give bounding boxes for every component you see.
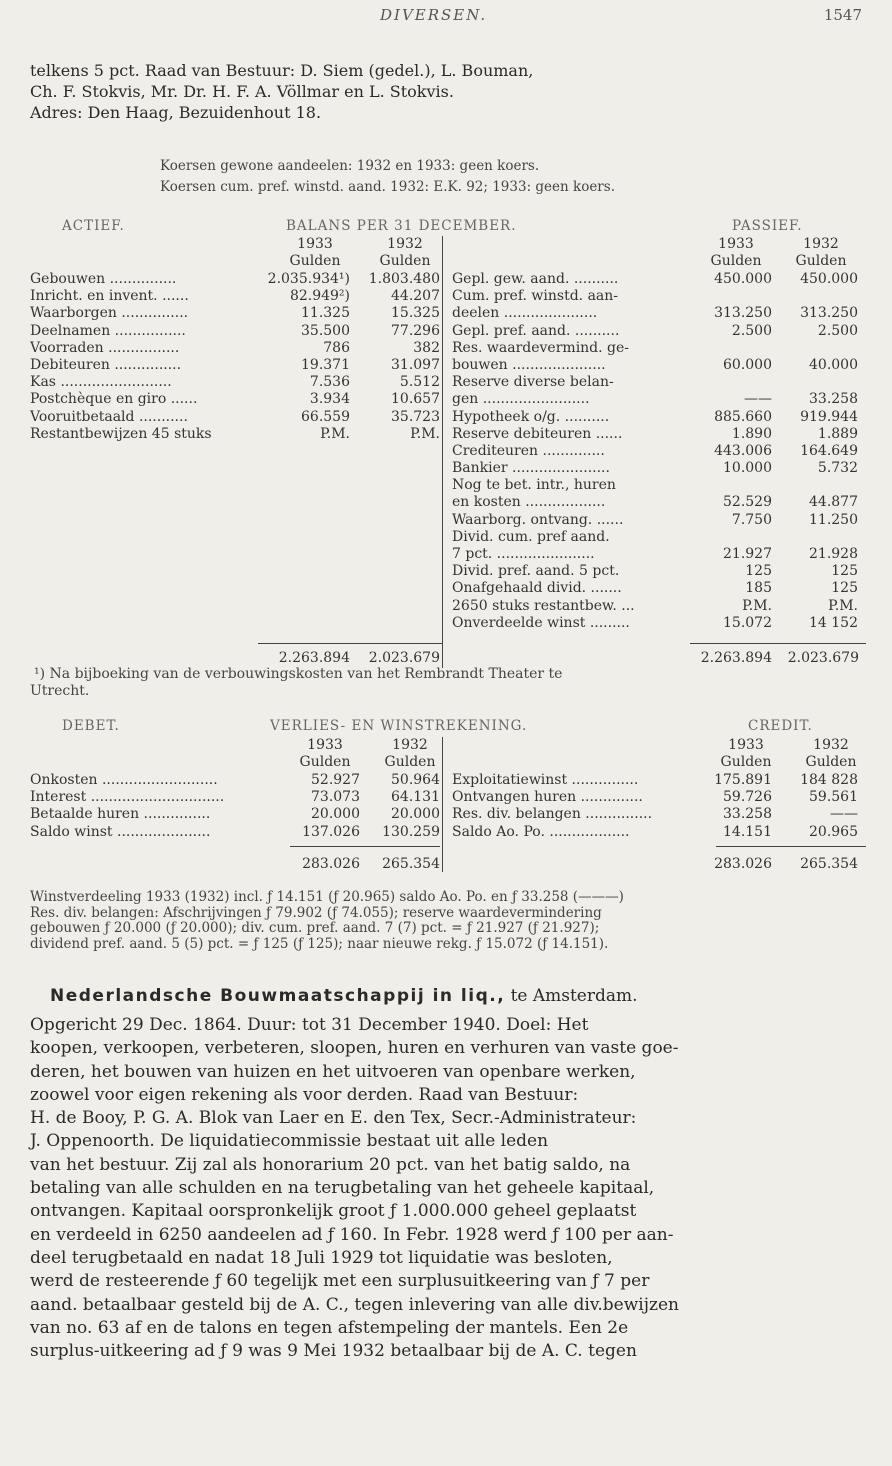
footnote-line: ¹) Na bijboeking van de verbouwingskosten van het Rembrandt Theater te (34, 666, 563, 682)
value-1933: 7.536 (309, 374, 350, 391)
page-number: 1547 (823, 6, 862, 24)
row-label: Kas ......................... (30, 374, 172, 391)
table-row (30, 772, 440, 789)
row-label: Inricht. en invent. ...... (30, 288, 189, 305)
year-header: 1933 (297, 236, 333, 252)
debet-totals (30, 856, 440, 873)
value-1933: 21.927 (723, 546, 772, 562)
vw-rule (716, 846, 866, 847)
balans-rule (258, 643, 442, 644)
unit-header: Gulden (299, 754, 351, 771)
row-label: Postchèque en giro ...... (30, 391, 198, 408)
company-text-line: koopen, verkoopen, verbeteren, sloopen, huren en verhuren van vaste goe- (30, 1038, 679, 1059)
company-text-line: betaling van alle schulden en na terugbetaling van het geheele kapitaal, (30, 1178, 655, 1199)
row-label: 7 pct. ...................... (452, 546, 595, 562)
row-label: Reserve diverse belan- (452, 374, 614, 391)
value-1932: 14 152 (809, 614, 858, 631)
value-1933: 33.258 (723, 806, 772, 823)
value-1933: 786 (323, 339, 350, 356)
table-row (452, 529, 862, 546)
row-label: Onkosten .......................... (30, 772, 218, 788)
row-label: Onafgehaald divid. ....... (452, 580, 622, 597)
value-1932: 59.561 (809, 789, 858, 806)
unit-header: Gulden (720, 754, 772, 771)
value-1932: 1.803.480 (368, 271, 440, 287)
table-row (30, 305, 440, 322)
row-label: Gebouwen ............... (30, 271, 177, 287)
year-header: 1933 (718, 236, 754, 252)
table-row (30, 391, 440, 408)
value-1932: 313.250 (800, 305, 858, 322)
company-text-line: en verdeeld in 6250 aandeelen ad ƒ 160. In Febr. 1928 werd ƒ 100 per aan- (30, 1224, 674, 1245)
total-value: 2.023.679 (368, 650, 440, 666)
row-label: Crediteuren .............. (452, 442, 605, 459)
table-row (452, 271, 862, 288)
value-1932: 64.131 (391, 789, 440, 806)
value-1932: 382 (413, 339, 440, 356)
row-label: Gepl. pref. aand. .......... (452, 322, 620, 339)
row-label: bouwen ..................... (452, 356, 606, 373)
row-label: Restantbewijzen 45 stuks (30, 425, 212, 442)
table-row (452, 426, 862, 443)
value-1933: 443.006 (714, 442, 772, 459)
table-row (452, 357, 862, 374)
passief-header (446, 236, 866, 270)
intro-text (30, 60, 866, 123)
intro-line: Ch. F. Stokvis, Mr. Dr. H. F. A. Völlmar en L. Stokvis. (30, 82, 454, 101)
company-text-line: aand. betaalbaar gesteld bij de A. C., tegen inlevering van alle div.bewijzen (30, 1294, 679, 1315)
value-1933: P.M. (320, 425, 350, 442)
year-header: 1932 (387, 236, 423, 252)
value-1932: 10.657 (391, 391, 440, 408)
unit-header: Gulden (289, 253, 341, 270)
value-1933: 7.750 (731, 511, 772, 528)
table-row (452, 443, 862, 460)
value-1933: 60.000 (723, 356, 772, 373)
winstverdeeling-line: Winstverdeeling 1933 (1932) incl. ƒ 14.151 (ƒ 20.965) saldo Ao. Po. en ƒ 33.258 (———) (30, 889, 624, 905)
value-1933: 14.151 (723, 823, 772, 840)
passief-totals (452, 650, 862, 667)
row-label: Divid. cum. pref aand. (452, 528, 610, 545)
total-value: 283.026 (302, 856, 360, 872)
debet-header (30, 737, 440, 771)
table-row (452, 806, 862, 823)
company-text-line: van het bestuur. Zij zal als honorarium 20 pct. van het batig saldo, na (30, 1154, 631, 1175)
table-row (452, 512, 862, 529)
balans-divider (442, 236, 443, 668)
row-label: en kosten .................. (452, 494, 606, 511)
winstverdeeling-line: Res. div. belangen: Afschrijvingen ƒ 79.902 (ƒ 74.055); reserve waardevermindering (30, 904, 602, 921)
table-row (452, 580, 862, 597)
table-row (452, 323, 862, 340)
row-label: Deelnamen ................ (30, 322, 186, 339)
value-1933: 185 (745, 580, 772, 597)
total-value: 283.026 (714, 856, 772, 872)
year-header: 1932 (392, 737, 428, 753)
address-line: Adres: Den Haag, Bezuidenhout 18. (30, 103, 322, 122)
table-row (30, 340, 440, 357)
value-1933: 52.927 (311, 772, 360, 788)
value-1933: —— (744, 391, 772, 408)
balans-title: BALANS PER 31 DECEMBER. (286, 218, 517, 234)
table-row (30, 323, 440, 340)
vw-rule (290, 846, 440, 847)
footnote (30, 666, 870, 700)
table-row (452, 305, 862, 322)
table-row (30, 824, 440, 841)
value-1933: 20.000 (311, 806, 360, 823)
value-1933: 1.890 (731, 425, 772, 442)
company-text-line: ontvangen. Kapitaal oorspronkelijk groot ƒ 1.000.000 geheel geplaatst (30, 1201, 637, 1222)
row-label: Debiteuren ............... (30, 356, 182, 373)
row-label: 2650 stuks restantbew. ... (452, 597, 635, 614)
total-value: 2.263.894 (278, 650, 350, 666)
row-label: Interest .............................. (30, 789, 225, 806)
value-1932: 130.259 (382, 823, 440, 840)
debet-table (30, 772, 440, 841)
row-label: Betaalde huren ............... (30, 806, 211, 823)
table-row (452, 772, 862, 789)
table-row (30, 374, 440, 391)
unit-header: Gulden (384, 754, 436, 771)
row-label: deelen ..................... (452, 305, 598, 322)
intro-line: telkens 5 pct. Raad van Bestuur: D. Siem (gedel.), L. Bouman, (30, 61, 534, 80)
value-1933: 35.500 (301, 322, 350, 339)
value-1932: P.M. (410, 425, 440, 442)
value-1932: 125 (831, 563, 858, 580)
footnote-line: Utrecht. (30, 683, 90, 699)
row-label: Ontvangen huren .............. (452, 789, 643, 806)
passief-table (452, 271, 862, 632)
value-1933: 82.949²) (289, 288, 350, 305)
value-1932: P.M. (828, 597, 858, 614)
table-row (30, 357, 440, 374)
value-1933: 10.000 (723, 460, 772, 477)
passief-title: PASSIEF. (732, 218, 803, 234)
row-label: Waarborg. ontvang. ...... (452, 511, 624, 528)
company-text-line: surplus-uitkeering ad ƒ 9 was 9 Mei 1932 betaalbaar bij de A. C. tegen (30, 1341, 637, 1362)
actief-title: ACTIEF. (62, 218, 125, 234)
actief-totals (30, 650, 440, 667)
value-1932: 44.877 (809, 494, 858, 511)
row-label: Waarborgen ............... (30, 305, 189, 322)
total-value: 2.023.679 (787, 650, 859, 666)
year-header: 1933 (307, 737, 343, 753)
table-row (30, 288, 440, 305)
row-label: Vooruitbetaald ........... (30, 408, 188, 425)
company-description (30, 1014, 866, 1363)
value-1932: 184 828 (800, 772, 858, 788)
total-value: 2.263.894 (700, 650, 772, 666)
unit-header: Gulden (379, 253, 431, 270)
row-label: Nog te bet. intr., huren (452, 477, 616, 494)
table-row (452, 789, 862, 806)
company-text-line: zoowel voor eigen rekening als voor derden. Raad van Bestuur: (30, 1084, 579, 1105)
company-text-line: werd de resteerende ƒ 60 tegelijk met een surplusuitkeering van ƒ 7 per (30, 1271, 650, 1292)
value-1933: 59.726 (723, 789, 772, 806)
value-1933: 11.325 (301, 305, 350, 322)
year-header: 1933 (728, 737, 764, 753)
row-label: Divid. pref. aand. 5 pct. (452, 563, 620, 580)
table-row (452, 391, 862, 408)
table-row (452, 563, 862, 580)
value-1932: —— (830, 806, 858, 823)
winstverdeeling-line: dividend pref. aand. 5 (5) pct. = ƒ 125 (ƒ 125); naar nieuwe rekg. ƒ 15.072 (ƒ 14.151). (30, 935, 609, 952)
actief-table (30, 271, 440, 443)
actief-header (30, 236, 440, 270)
unit-header: Gulden (795, 253, 847, 270)
vw-title: VERLIES- EN WINSTREKENING. (270, 718, 528, 734)
table-row (452, 477, 862, 494)
value-1932: 21.928 (809, 546, 858, 562)
value-1933: 2.500 (731, 322, 772, 339)
value-1932: 35.723 (391, 408, 440, 425)
vw-divider (442, 737, 443, 872)
company-text-line: deel terugbetaald en nadat 18 Juli 1929 tot liquidatie was besloten, (30, 1247, 613, 1268)
winstverdeeling-line: gebouwen ƒ 20.000 (ƒ 20.000); div. cum. pref. aand. 7 (7) pct. = ƒ 21.927 (ƒ 21.927); (30, 920, 600, 936)
value-1933: 3.934 (309, 391, 350, 408)
year-header: 1932 (813, 737, 849, 753)
value-1933: 2.035.934¹) (267, 271, 350, 287)
koersen-block (160, 156, 860, 198)
koersen-line: Koersen cum. pref. winstd. aand. 1932: E.K. 92; 1933: geen koers. (160, 179, 615, 195)
koersen-line: Koersen gewone aandeelen: 1932 en 1933: geen koers. (160, 158, 540, 174)
value-1932: 2.500 (817, 322, 858, 339)
value-1933: P.M. (742, 597, 772, 614)
row-label: Res. div. belangen ............... (452, 806, 653, 823)
running-title: DIVERSEN. (380, 6, 488, 24)
table-row (452, 824, 862, 841)
value-1932: 5.732 (817, 460, 858, 477)
value-1932: 15.325 (391, 305, 440, 322)
value-1932: 125 (831, 580, 858, 597)
value-1932: 450.000 (800, 271, 858, 287)
row-label: Gepl. gew. aand. .......... (452, 271, 619, 287)
value-1932: 31.097 (391, 356, 440, 373)
value-1932: 919.944 (800, 408, 858, 425)
table-row (30, 806, 440, 823)
value-1933: 137.026 (302, 823, 360, 840)
value-1933: 125 (745, 563, 772, 580)
row-label: Onverdeelde winst ......... (452, 614, 630, 631)
value-1933: 313.250 (714, 305, 772, 322)
value-1932: 50.964 (391, 772, 440, 788)
table-row (452, 409, 862, 426)
total-value: 265.354 (382, 856, 440, 872)
year-header: 1932 (803, 236, 839, 252)
value-1932: 44.207 (391, 288, 440, 305)
table-row (452, 494, 862, 511)
company-text-line: van no. 63 af en de talons en tegen afstempeling der mantels. Een 2e (30, 1317, 629, 1338)
credit-table (452, 772, 862, 841)
table-row (452, 615, 862, 632)
value-1932: 20.965 (809, 823, 858, 840)
value-1933: 450.000 (714, 271, 772, 287)
row-label: Bankier ...................... (452, 460, 610, 477)
value-1933: 885.660 (714, 408, 772, 425)
table-row (30, 409, 440, 426)
value-1932: 5.512 (399, 374, 440, 391)
value-1933: 175.891 (714, 772, 772, 788)
table-row (30, 426, 440, 443)
company-text-line: Opgericht 29 Dec. 1864. Duur: tot 31 December 1940. Doel: Het (30, 1015, 589, 1035)
page-header (0, 6, 892, 28)
table-row (452, 288, 862, 305)
table-row (452, 546, 862, 563)
company-location: te Amsterdam. (510, 986, 638, 1006)
credit-header (446, 737, 866, 771)
credit-title: CREDIT. (748, 718, 813, 734)
value-1932: 11.250 (809, 511, 858, 528)
company-text-line: deren, het bouwen van huizen en het uitvoeren van openbare werken, (30, 1061, 636, 1082)
table-row (452, 598, 862, 615)
winstverdeeling (30, 890, 870, 952)
value-1933: 52.529 (723, 494, 772, 511)
row-label: Reserve debiteuren ...... (452, 425, 623, 442)
total-value: 265.354 (800, 856, 858, 872)
table-row (452, 460, 862, 477)
debet-title: DEBET. (62, 718, 120, 734)
value-1933: 73.073 (311, 789, 360, 806)
credit-totals (452, 856, 862, 873)
company-name: Nederlandsche Bouwmaatschappij in liq., (50, 986, 506, 1006)
row-label: Hypotheek o/g. .......... (452, 408, 610, 425)
unit-header: Gulden (710, 253, 762, 270)
value-1932: 20.000 (391, 806, 440, 823)
balans-rule (690, 643, 866, 644)
value-1932: 1.889 (817, 425, 858, 442)
unit-header: Gulden (805, 754, 857, 771)
row-label: Saldo Ao. Po. .................. (452, 823, 630, 840)
value-1932: 164.649 (800, 442, 858, 459)
row-label: Res. waardevermind. ge- (452, 339, 630, 356)
row-label: Cum. pref. winstd. aan- (452, 288, 619, 305)
row-label: Voorraden ................ (30, 339, 180, 356)
company-heading (50, 986, 866, 1006)
table-row (30, 271, 440, 288)
company-text-line: J. Oppenoorth. De liquidatiecommissie bestaat uit alle leden (30, 1131, 549, 1152)
value-1932: 77.296 (391, 322, 440, 339)
row-label: Saldo winst ..................... (30, 823, 211, 840)
table-row (30, 789, 440, 806)
value-1933: 15.072 (723, 614, 772, 631)
value-1932: 40.000 (809, 356, 858, 373)
row-label: Exploitatiewinst ............... (452, 772, 639, 788)
table-row (452, 340, 862, 357)
value-1932: 33.258 (809, 391, 858, 408)
row-label: gen ........................ (452, 391, 590, 408)
company-text-line: H. de Booy, P. G. A. Blok van Laer en E. den Tex, Secr.-Administrateur: (30, 1108, 637, 1129)
value-1933: 66.559 (301, 408, 350, 425)
table-row (452, 374, 862, 391)
value-1933: 19.371 (301, 356, 350, 373)
